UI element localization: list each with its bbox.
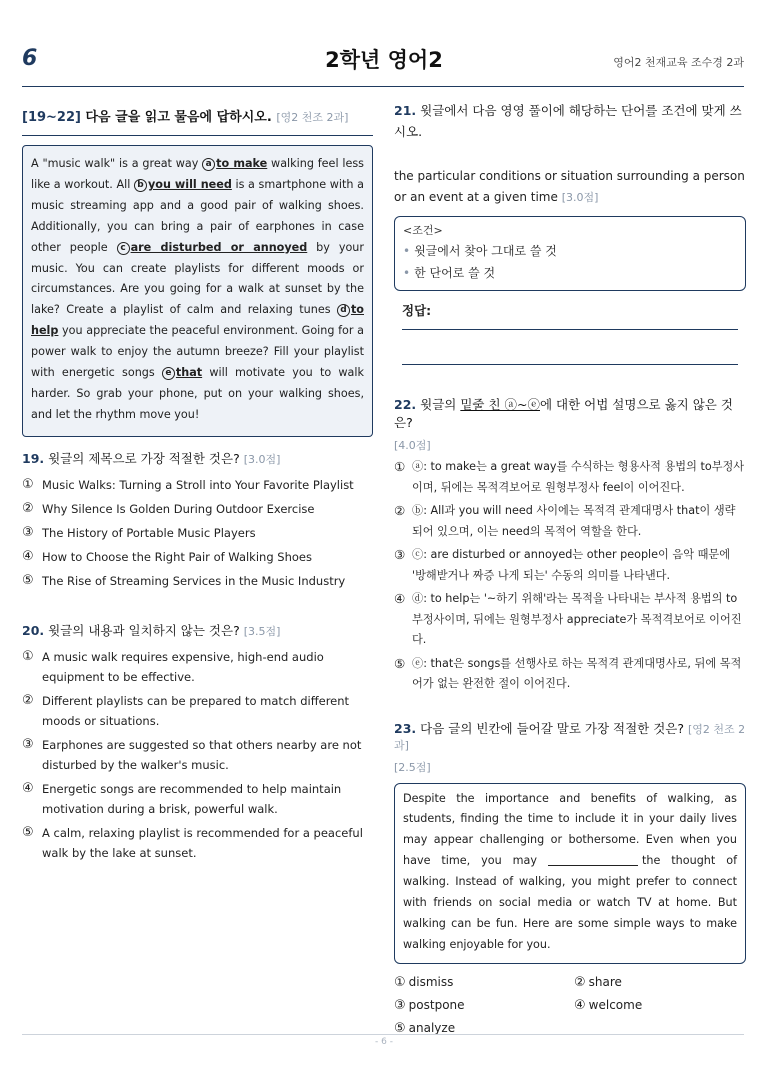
answer-line-2[interactable]: [402, 364, 738, 365]
option-number: ④: [574, 997, 586, 1013]
blank-passage: [394, 783, 746, 964]
underline-a: to make: [216, 157, 268, 170]
option-number: ④: [394, 591, 406, 606]
option-text: postpone: [408, 997, 465, 1012]
question-23: [394, 719, 746, 1039]
question-points: [3.5점]: [243, 624, 281, 638]
option-number: ③: [22, 524, 34, 540]
option-text: ⓓ: to help는 '~하기 위해'라는 목적을 나타내는 부사적 용법의 to부정사이며, 뒤에는 원형부정사 appreciate가 목적격보어로 이어진다.: [412, 592, 742, 646]
page-header: [0, 0, 768, 90]
option-number: ③: [394, 547, 406, 562]
page-number: 6: [22, 46, 38, 71]
option-text: welcome: [588, 997, 643, 1012]
option-number: ④: [22, 548, 34, 564]
option-text: Why Silence Is Golden During Outdoor Exercise: [42, 501, 315, 516]
passage-text: you appreciate the peaceful environment. Going for a power walk to enjoy the autumn breeze? Fill your playlist with energetic songs: [31, 324, 364, 380]
option-1[interactable]: [22, 475, 373, 495]
option-5[interactable]: [394, 1018, 574, 1039]
underline-e: that: [175, 366, 203, 380]
option-number: ③: [22, 736, 34, 752]
question-text: 윗글에서 다음 영영 풀이에 해당하는 단어를 조건에 맞게 쓰시오.: [394, 103, 742, 139]
option-3[interactable]: [394, 995, 574, 1016]
option-text: Music Walks: Turning a Stroll into Your Favorite Playlist: [42, 477, 354, 492]
question-points: [3.0점]: [243, 452, 281, 466]
option-number: ②: [22, 692, 34, 708]
question-20-options: [22, 647, 373, 863]
answer-line-1[interactable]: [402, 329, 738, 330]
option-1[interactable]: [22, 647, 373, 687]
option-text: ⓔ: that은 songs를 선행사로 하는 목적격 관계대명사로, 뒤에 목적어가 없는 완전한 절이 이어진다.: [412, 656, 742, 690]
option-4[interactable]: [22, 779, 373, 819]
source-tag: [영2 천조 2과]: [394, 722, 746, 752]
option-number: ③: [394, 997, 406, 1013]
circled-letter-d: d: [337, 304, 350, 317]
question-number: 23.: [394, 720, 417, 736]
option-number: ⑤: [22, 572, 34, 588]
question-text-underlined: 밑줄 친 ⓐ~ⓔ: [460, 397, 540, 412]
option-2[interactable]: [22, 691, 373, 731]
option-number: ④: [22, 780, 34, 796]
group-instruction: [22, 100, 373, 136]
question-19-options: [22, 475, 373, 591]
question-points: [3.0점]: [561, 191, 599, 204]
instruction-text: 다음 글을 읽고 물음에 답하시오.: [85, 110, 272, 125]
option-number: ①: [394, 974, 406, 990]
condition-text: 윗글에서 찾아 그대로 쓸 것: [414, 244, 557, 258]
circled-letter-a: a: [202, 158, 215, 171]
question-22-stem: [394, 395, 746, 431]
question-19: [22, 449, 373, 591]
question-text: 윗글의: [420, 397, 461, 412]
option-2[interactable]: [22, 499, 373, 519]
underline-b: you will need: [147, 177, 232, 191]
question-23-options: [394, 972, 746, 1039]
option-text: ⓒ: are disturbed or annoyed는 other people이 음악 때문에 '방해받거나 짜증 나게 되는' 수동의 의미를 나타낸다.: [412, 548, 731, 582]
option-number: ⑤: [394, 1020, 406, 1036]
condition-item: • 윗글에서 찾아 그대로 쓸 것: [403, 244, 557, 258]
question-number: 22.: [394, 397, 417, 412]
option-4[interactable]: [22, 547, 373, 567]
conditions-box: [394, 216, 746, 291]
option-number: ①: [22, 476, 34, 492]
english-definition: [394, 166, 746, 208]
question-20: [22, 621, 373, 863]
condition-item: • 한 단어로 쓸 것: [403, 266, 496, 280]
option-text: A calm, relaxing playlist is recommended for a peaceful walk by the lake at sunset.: [42, 825, 363, 860]
circled-letter-e: e: [162, 367, 175, 380]
passage-text: A "music walk" is a great way: [31, 157, 203, 170]
passage-text: will motivate you to walk harder. So grab your phone, put on your walking shoes, and let the rhythm move you!: [31, 366, 364, 421]
question-21-stem: [394, 100, 746, 142]
question-23-stem: [394, 719, 746, 753]
option-text: Earphones are suggested so that others nearby are not disturbed by the walker's music.: [42, 737, 362, 772]
option-text: share: [588, 974, 622, 989]
question-text: 다음 글의 빈칸에 들어갈 말로 가장 적절한 것은?: [420, 720, 685, 736]
option-5[interactable]: [394, 654, 746, 695]
option-text: Different playlists can be prepared to match different moods or situations.: [42, 693, 350, 728]
option-4[interactable]: [574, 995, 746, 1016]
question-number: 21.: [394, 103, 417, 118]
option-text: dismiss: [408, 974, 454, 989]
option-number: ②: [22, 500, 34, 516]
footer-page-mark: - 6 -: [375, 1037, 393, 1047]
question-text: 윗글의 내용과 일치하지 않는 것은?: [48, 622, 240, 638]
conditions-label: <조건>: [403, 224, 443, 237]
option-1[interactable]: [394, 972, 574, 993]
option-5[interactable]: [22, 823, 373, 863]
circled-letter-c: c: [117, 242, 130, 255]
question-number: 20.: [22, 622, 45, 638]
option-number: ⑤: [22, 824, 34, 840]
passage-text: walking feel less like a workout. All: [31, 157, 364, 191]
option-text: The Rise of Streaming Services in the Music Industry: [42, 573, 346, 588]
passage-text: by your music. You can create playlists for different moods or circumstances. Are you going for a walk at sunset by the lake? Create a playlist of calm and relaxing tunes: [31, 240, 364, 317]
definition-text: the particular conditions or situation surrounding a person or an event at a given time: [394, 169, 745, 204]
answer-label: 정답:: [402, 303, 432, 318]
option-text: ⓑ: All과 you will need 사이에는 목적격 관계대명사 that이 생략되어 있으며, 이는 need의 목적어 역할을 한다.: [412, 504, 736, 538]
passage-text: the thought of walking. Instead of walking, you might prefer to connect with friends on social media or watch TV at home. But walking can be fun. Here are some simple ways to make walking enjoyable for you.: [403, 854, 738, 951]
passage-text: Despite the importance and benefits of walking, as students, finding the time to include it in your daily lives may appear challenging or bothersome. Even when you have time, you may: [403, 791, 737, 868]
footer-divider: [22, 1034, 744, 1035]
option-text: A music walk requires expensive, high-end audio equipment to be effective.: [42, 649, 324, 684]
question-text: 윗글의 제목으로 가장 적절한 것은?: [48, 450, 240, 466]
exam-title: 2학년 영어2: [325, 48, 443, 72]
option-text: Energetic songs are recommended to help maintain motivation during a brisk, powerful walk.: [42, 781, 342, 816]
passage-text: is a smartphone with a music streaming app and a good pair of walking shoes. Additionally, you can bring a pair of earphones in case other people: [31, 177, 364, 254]
option-2[interactable]: [394, 501, 746, 542]
option-1[interactable]: [394, 457, 746, 498]
option-number: ②: [394, 503, 406, 518]
option-number: ①: [22, 648, 34, 664]
option-text: ⓐ: to make는 a great way를 수식하는 형용사적 용법의 to부정사이며, 뒤에는 목적격보어로 원형부정사 feel이 이어진다.: [412, 460, 745, 494]
option-5[interactable]: [22, 571, 373, 591]
option-4[interactable]: [394, 589, 746, 651]
question-text: 에 대한 어법 설명으로 옳지 않은 것은?: [394, 397, 733, 430]
option-text: How to Choose the Right Pair of Walking Shoes: [42, 549, 312, 564]
question-19-stem: [22, 449, 373, 467]
question-20-stem: [22, 621, 373, 639]
circled-letter-b: b: [134, 179, 147, 192]
underline-d: to help: [31, 303, 364, 338]
source-tag: [영2 천조 2과]: [276, 111, 349, 124]
condition-text: 한 단어로 쓸 것: [414, 266, 496, 280]
option-number: ⑤: [394, 655, 406, 671]
right-column: [394, 100, 746, 1039]
question-points: [4.0점]: [394, 439, 431, 452]
option-number: ①: [394, 459, 406, 474]
question-range: [19~22]: [22, 110, 81, 125]
option-text: The History of Portable Music Players: [42, 525, 256, 540]
option-3[interactable]: [22, 735, 373, 775]
answer-blank: [548, 854, 638, 866]
header-divider: [22, 86, 744, 87]
left-column: [22, 100, 373, 863]
option-3[interactable]: [22, 523, 373, 543]
question-number: 19.: [22, 450, 45, 466]
exam-subtitle: 영어2 천재교육 조수경 2과: [613, 56, 744, 69]
option-number: ②: [574, 974, 586, 990]
underline-c: are disturbed or annoyed: [130, 240, 308, 254]
question-22-options: [394, 457, 746, 695]
question-22: [394, 395, 746, 695]
option-2[interactable]: [574, 972, 746, 993]
reading-passage: [22, 145, 373, 437]
question-points: [2.5점]: [394, 760, 431, 774]
option-text: analyze: [408, 1020, 456, 1035]
question-21: [394, 100, 746, 365]
option-3[interactable]: [394, 545, 746, 586]
